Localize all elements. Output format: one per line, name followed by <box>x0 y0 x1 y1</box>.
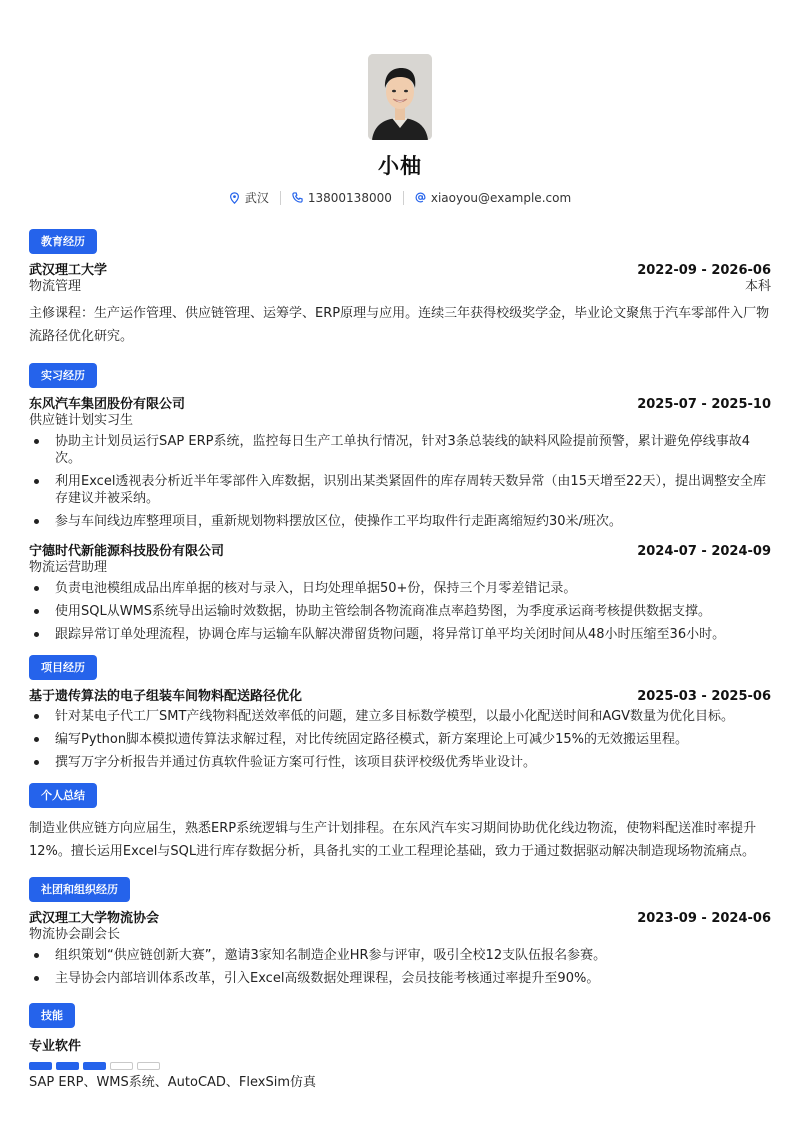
education-date: 2022-09 - 2026-06 <box>637 263 771 278</box>
skill-level-segment <box>110 1062 133 1070</box>
location-pin-icon <box>229 192 240 204</box>
education-description: 主修课程：生产运作管理、供应链管理、运筹学、ERP原理与应用。连续三年获得校级奖学金，毕业论文聚焦于汽车零部件入厂物流路径优化研究。 <box>29 306 770 344</box>
club-date: 2023-09 - 2024-06 <box>637 911 771 926</box>
list-item: 协助主计划员运行SAP ERP系统，监控每日生产工单执行情况，针对3条总装线的缺料风险提前预警，累计避免停线事故4次。 <box>29 433 771 467</box>
list-item: 撰写万字分析报告并通过仿真软件验证方案可行性，该项目获评校级优秀毕业设计。 <box>29 754 771 771</box>
project-name: 基于遗传算法的电子组装车间物料配送路径优化 <box>29 689 303 704</box>
job-bullets <box>29 580 771 643</box>
resume-header <box>29 0 771 206</box>
list-item: 针对某电子代工厂SMT产线物料配送效率低的问题，建立多目标数学模型，以最小化配送时间和AGV数量为优化目标。 <box>29 708 771 725</box>
location-text: 武汉 <box>244 191 269 205</box>
company-name: 东风汽车集团股份有限公司 <box>29 397 186 412</box>
list-item: 跟踪异常订单处理流程，协调仓库与运输车队解决滞留货物问题，将异常订单平均关闭时间从48小时压缩至36小时。 <box>29 626 771 643</box>
job-header-row <box>29 393 771 412</box>
email-at-icon <box>415 192 426 203</box>
skill-level-segment <box>83 1062 106 1070</box>
education-section-title: 教育经历 <box>29 229 97 254</box>
list-item: 编写Python脚本模拟遗传算法求解过程，对比传统固定路径模式，新方案理论上可减少15%的无效搬运里程。 <box>29 731 771 748</box>
contact-location <box>218 189 280 206</box>
club-role: 物流协会副会长 <box>29 927 121 942</box>
job-date: 2024-07 - 2024-09 <box>637 544 771 559</box>
club-name: 武汉理工大学物流协会 <box>29 911 160 926</box>
club-header-row <box>29 907 771 926</box>
project-section <box>29 655 771 771</box>
list-item: 组织策划“供应链创新大赛”，邀请3家知名制造企业HR参与评审，吸引全校12支队伍报名参赛。 <box>29 947 771 964</box>
phone-icon <box>292 192 303 203</box>
skills-section-title: 技能 <box>29 1003 75 1028</box>
education-section <box>29 229 771 348</box>
job-header-row <box>29 540 771 559</box>
education-degree: 本科 <box>744 279 771 294</box>
job-date: 2025-07 - 2025-10 <box>637 397 771 412</box>
project-section-title: 项目经历 <box>29 655 97 680</box>
summary-section <box>29 783 771 863</box>
internship-section <box>29 363 771 643</box>
skill-level-segment <box>137 1062 160 1070</box>
education-header-row <box>29 259 771 278</box>
email-text: xiaoyou@example.com <box>430 190 572 205</box>
job-role: 供应链计划实习生 <box>29 413 134 428</box>
skill-category: 专业软件 <box>29 1039 82 1054</box>
list-item: 使用SQL从WMS系统导出运输时效数据，协助主管绘制各物流商准点率趋势图，为季度承运商考核提供数据支撑。 <box>29 603 771 620</box>
candidate-name: 小柚 <box>378 154 422 178</box>
contact-info <box>29 189 771 206</box>
club-section-title: 社团和组织经历 <box>29 877 130 902</box>
project-bullets <box>29 708 771 771</box>
job-entry <box>29 540 771 643</box>
education-major: 物流管理 <box>29 279 82 294</box>
skill-level-segment <box>56 1062 79 1070</box>
phone-text: 13800138000 <box>307 190 392 205</box>
summary-section-title: 个人总结 <box>29 783 97 808</box>
avatar-photo <box>368 54 432 140</box>
job-entry <box>29 393 771 530</box>
contact-email[interactable] <box>404 191 582 205</box>
club-section <box>29 877 771 987</box>
avatar <box>368 54 432 140</box>
club-bullets <box>29 947 771 987</box>
job-role: 物流运营助理 <box>29 560 108 575</box>
list-item: 参与车间线边库整理项目，重新规划物料摆放区位，使操作工平均取件行走距离缩短约30米/班次。 <box>29 513 771 530</box>
list-item: 利用Excel透视表分析近半年零部件入库数据，识别出某类紧固件的库存周转天数异常（由15天增至22天），提出调整安全库存建议并被采纳。 <box>29 473 771 507</box>
contact-phone[interactable] <box>281 191 403 205</box>
skill-level-segment <box>29 1062 52 1070</box>
list-item: 负责电池模组成品出库单据的核对与录入，日均处理单据50+份，保持三个月零差错记录。 <box>29 580 771 597</box>
company-name: 宁德时代新能源科技股份有限公司 <box>29 544 225 559</box>
skill-level-meter <box>29 1062 771 1070</box>
internship-section-title: 实习经历 <box>29 363 97 388</box>
skills-section <box>29 1003 771 1091</box>
job-bullets <box>29 433 771 530</box>
summary-text: 制造业供应链方向应届生，熟悉ERP系统逻辑与生产计划排程。在东风汽车实习期间协助优化线边物流，使物料配送准时率提升12%。擅长运用Excel与SQL进行库存数据分析，具备扎实的工业工程理论基础，致力于通过数据驱动解决制造现场物流痛点。 <box>29 821 757 859</box>
school-name: 武汉理工大学 <box>29 263 108 278</box>
education-sub-row <box>29 278 771 295</box>
skill-list: SAP ERP、WMS系统、AutoCAD、FlexSim仿真 <box>29 1075 317 1090</box>
project-header-row <box>29 685 771 704</box>
project-date: 2025-03 - 2025-06 <box>637 689 771 704</box>
list-item: 主导协会内部培训体系改革，引入Excel高级数据处理课程，会员技能考核通过率提升至90%。 <box>29 970 771 987</box>
